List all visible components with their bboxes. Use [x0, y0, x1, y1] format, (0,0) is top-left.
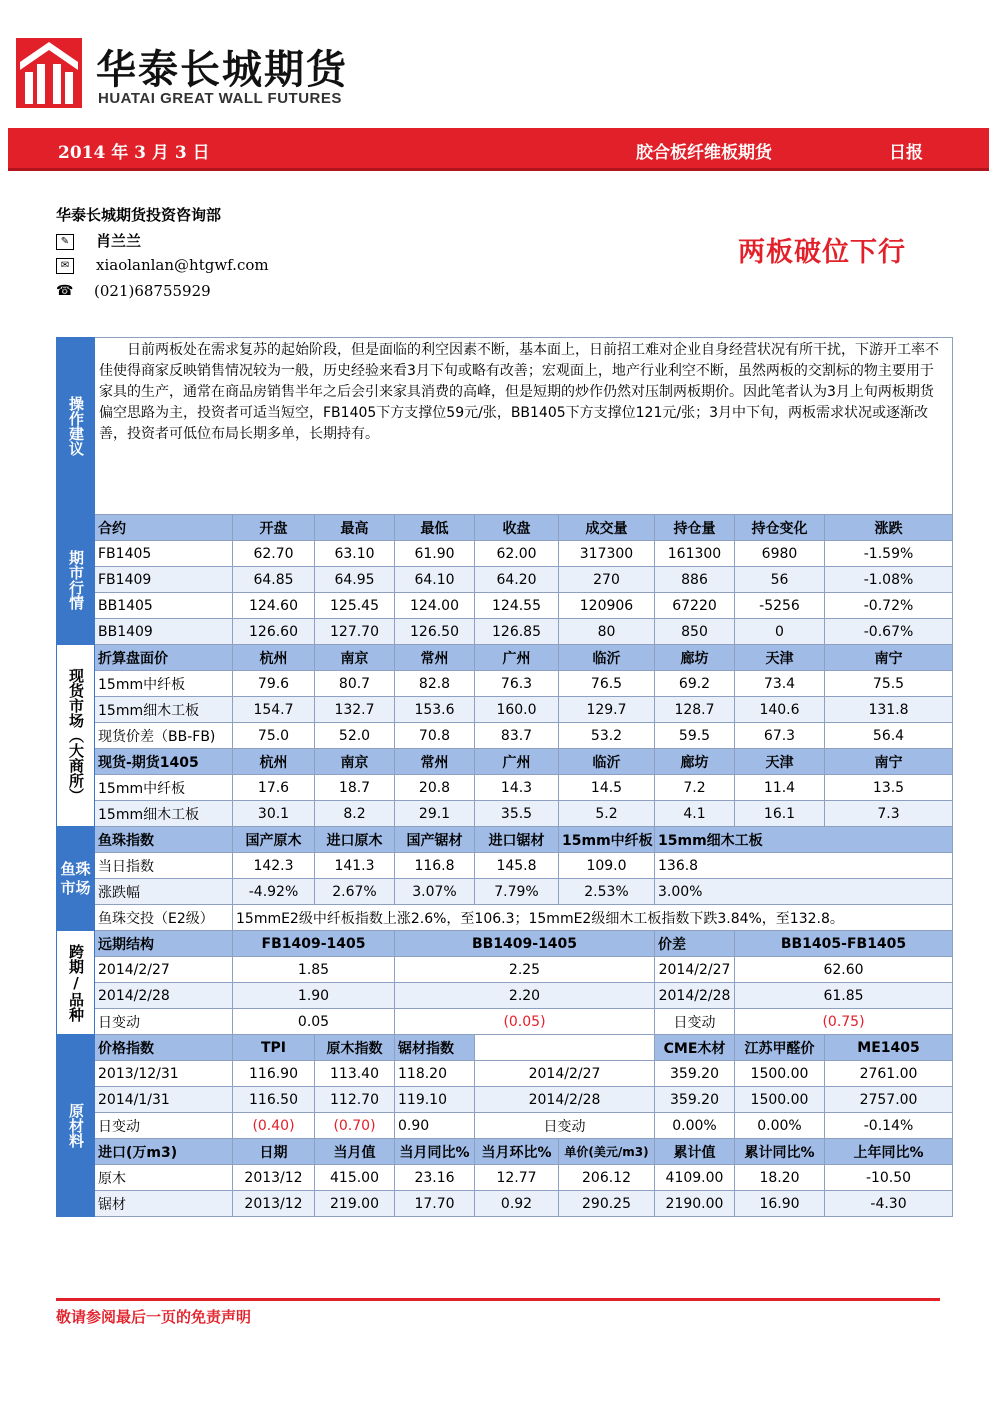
cell: 0.90 [395, 1113, 475, 1139]
cell: 2013/12 [233, 1165, 315, 1191]
disclaimer-text: 敬请参阅最后一页的免责声明 [56, 1308, 252, 1326]
report-product: 胶合板纤维板期货 [636, 143, 772, 163]
cell: 0 [735, 619, 825, 645]
phone-icon: ☎ [56, 283, 74, 299]
import-header: 当月同比% [395, 1139, 475, 1165]
cell: 67.3 [735, 723, 825, 749]
cell: 3.00% [655, 879, 953, 905]
cell: 4109.00 [655, 1165, 735, 1191]
cell: 850 [655, 619, 735, 645]
import-header: 日期 [233, 1139, 315, 1165]
cell: 219.00 [315, 1191, 395, 1217]
market-header: 收盘 [475, 515, 559, 541]
cell: 13.5 [825, 775, 953, 801]
import-header-row [57, 1139, 953, 1165]
cell: BB1405 [95, 593, 233, 619]
material-header-row [57, 1035, 953, 1061]
cell: 现货价差（BB-FB) [95, 723, 233, 749]
spot-header-row-2 [57, 749, 953, 775]
section-spot-label: 现货市场（大商所） [57, 645, 95, 827]
market-header: 持仓量 [655, 515, 735, 541]
cell: 14.5 [559, 775, 655, 801]
cell: 日变动 [475, 1113, 655, 1139]
table-row [57, 567, 953, 593]
yuzhu-header: 进口锯材 [475, 827, 559, 853]
cell: 140.6 [735, 697, 825, 723]
market-header: 成交量 [559, 515, 655, 541]
cell: 126.50 [395, 619, 475, 645]
yuzhu-header: 15mm中纤板 [559, 827, 655, 853]
report-type: 日报 [889, 143, 923, 163]
spot-header: 廊坊 [655, 645, 735, 671]
cell: 290.25 [559, 1191, 655, 1217]
cell: 124.00 [395, 593, 475, 619]
cell: 206.12 [559, 1165, 655, 1191]
spot-header: 广州 [475, 749, 559, 775]
cell: 62.00 [475, 541, 559, 567]
yuzhu-header: 15mm细木工板 [655, 827, 953, 853]
cell: -4.92% [233, 879, 315, 905]
cross-header: FB1409-1405 [233, 931, 395, 957]
spot-header: 广州 [475, 645, 559, 671]
cell: 80.7 [315, 671, 395, 697]
author-department: 华泰长城期货投资咨询部 [56, 206, 222, 224]
cell: 317300 [559, 541, 655, 567]
yuzhu-header: 国产锯材 [395, 827, 475, 853]
cell: 160.0 [475, 697, 559, 723]
material-header: 锯材指数 [395, 1035, 475, 1061]
table-row [57, 853, 953, 879]
cell: -10.50 [825, 1165, 953, 1191]
spot-header: 南京 [315, 749, 395, 775]
yuzhu-header: 国产原木 [233, 827, 315, 853]
yuzhu-delivery-text: 15mmE2级中纤板指数上涨2.6%，至106.3；15mmE2级细木工板指数下跌3.84%，至132.8。 [233, 905, 953, 931]
cell: BB1409 [95, 619, 233, 645]
cell: 82.8 [395, 671, 475, 697]
market-header: 合约 [95, 515, 233, 541]
cell: 12.77 [475, 1165, 559, 1191]
spot-header: 天津 [735, 749, 825, 775]
section-advice-label: 操作建议 [57, 338, 95, 515]
cell: 29.1 [395, 801, 475, 827]
cell: 59.5 [655, 723, 735, 749]
cell: 17.70 [395, 1191, 475, 1217]
cell: 112.70 [315, 1087, 395, 1113]
table-row [57, 1191, 953, 1217]
cell: 120906 [559, 593, 655, 619]
market-header: 开盘 [233, 515, 315, 541]
table-row [57, 697, 953, 723]
cell: 2190.00 [655, 1191, 735, 1217]
cell: 17.6 [233, 775, 315, 801]
cell: 锯材 [95, 1191, 233, 1217]
cell: 14.3 [475, 775, 559, 801]
cell: 3.07% [395, 879, 475, 905]
spot-header: 临沂 [559, 645, 655, 671]
spot-header: 临沂 [559, 749, 655, 775]
cell: 76.3 [475, 671, 559, 697]
cell: 18.7 [315, 775, 395, 801]
import-header: 累计同比% [735, 1139, 825, 1165]
advice-text: 日前两板处在需求复苏的起始阶段，但是面临的利空因素不断，基本面上，日前招工难对企业自身经营状况有所干扰，下游开工率不佳使得商家反映销售情况较为一般，历史经验来看3月下旬或略有改善；宏观面上，地产行业利空不断，虽然两板的交割标的物主要用于家具的生产，通常在商品房销售半年之后会引来家具消费的高峰，但是短期的炒作仍然对压制两板期价。因此笔者认为3月上旬两板期货偏空思路为主，投资者可适当短空，FB1405下方支撑位59元/张，BB1405下方支撑位121元/张；3月中下旬，两板需求状况或逐渐改善，投资者可低位布局长期多单，长期持有。 [95, 338, 953, 515]
cell: 2014/2/27 [95, 957, 233, 983]
cell: 2.67% [315, 879, 395, 905]
table-row [57, 1113, 953, 1139]
cell: 61.85 [735, 983, 953, 1009]
material-header [475, 1035, 655, 1061]
cell: 30.1 [233, 801, 315, 827]
cross-header: BB1409-1405 [395, 931, 655, 957]
spot-header: 杭州 [233, 645, 315, 671]
cell: 2013/12 [233, 1191, 315, 1217]
cell: 129.7 [559, 697, 655, 723]
cell: 2014/2/27 [475, 1061, 655, 1087]
author-phone-row [56, 282, 211, 300]
report-headline: 两板破位下行 [738, 237, 906, 268]
cell: 52.0 [315, 723, 395, 749]
cell: 136.8 [655, 853, 953, 879]
cell: -4.30 [825, 1191, 953, 1217]
cell: 75.0 [233, 723, 315, 749]
cell: 116.90 [233, 1061, 315, 1087]
cell: 6980 [735, 541, 825, 567]
cell: 116.8 [395, 853, 475, 879]
cell: 53.2 [559, 723, 655, 749]
table-row [57, 723, 953, 749]
spot-header: 现货-期货1405 [95, 749, 233, 775]
cell: 2014/2/28 [475, 1087, 655, 1113]
table-row [57, 671, 953, 697]
cell: 80 [559, 619, 655, 645]
report-header-bar [8, 128, 989, 171]
material-header: 原木指数 [315, 1035, 395, 1061]
cell: 1.90 [233, 983, 395, 1009]
cell: 8.2 [315, 801, 395, 827]
cell: 126.85 [475, 619, 559, 645]
cell: 64.20 [475, 567, 559, 593]
import-header: 当月值 [315, 1139, 395, 1165]
cell: 4.1 [655, 801, 735, 827]
table-row [57, 983, 953, 1009]
cell: 56.4 [825, 723, 953, 749]
spot-header: 折算盘面价 [95, 645, 233, 671]
cell: 153.6 [395, 697, 475, 723]
cell: 67220 [655, 593, 735, 619]
cell: 2014/2/28 [655, 983, 735, 1009]
cell: 2014/2/28 [95, 983, 233, 1009]
material-header: 江苏甲醛价 [735, 1035, 825, 1061]
cell: 当日指数 [95, 853, 233, 879]
table-row [57, 879, 953, 905]
cell: -1.08% [825, 567, 953, 593]
report-table [56, 337, 953, 1217]
cross-header: 价差 [655, 931, 735, 957]
cell: (0.70) [315, 1113, 395, 1139]
table-row [57, 593, 953, 619]
cell: 64.95 [315, 567, 395, 593]
cell: 75.5 [825, 671, 953, 697]
cell: 2.25 [395, 957, 655, 983]
cell: 2757.00 [825, 1087, 953, 1113]
cell: 0.05 [233, 1009, 395, 1035]
section-cross-label: 跨期/品种 [57, 931, 95, 1035]
cell: 56 [735, 567, 825, 593]
cell: 15mm中纤板 [95, 775, 233, 801]
cell: 15mm中纤板 [95, 671, 233, 697]
cell: 132.7 [315, 697, 395, 723]
cell: 109.0 [559, 853, 655, 879]
cell: 7.79% [475, 879, 559, 905]
cell: 145.8 [475, 853, 559, 879]
spot-header: 常州 [395, 749, 475, 775]
section-material-label: 原材料 [57, 1035, 95, 1217]
envelope-icon: ✉ [56, 258, 74, 274]
spot-header: 常州 [395, 645, 475, 671]
cell: 359.20 [655, 1061, 735, 1087]
cross-header-row [57, 931, 953, 957]
cell: FB1409 [95, 567, 233, 593]
market-header: 持仓变化 [735, 515, 825, 541]
cell: 2.20 [395, 983, 655, 1009]
cell: 76.5 [559, 671, 655, 697]
cell: 131.8 [825, 697, 953, 723]
table-row [57, 905, 953, 931]
cell: 涨跌幅 [95, 879, 233, 905]
cell: 2013/12/31 [95, 1061, 233, 1087]
cell: 141.3 [315, 853, 395, 879]
material-header: CME木材 [655, 1035, 735, 1061]
cell: (0.75) [735, 1009, 953, 1035]
yuzhu-header-row [57, 827, 953, 853]
cell: 124.55 [475, 593, 559, 619]
cell: 61.90 [395, 541, 475, 567]
spot-header: 南宁 [825, 749, 953, 775]
cell: 83.7 [475, 723, 559, 749]
spot-header: 廊坊 [655, 749, 735, 775]
table-row [57, 619, 953, 645]
cell: 5.2 [559, 801, 655, 827]
author-name: 肖兰兰 [96, 232, 142, 250]
author-phone: (021)68755929 [94, 282, 211, 300]
cell: 1500.00 [735, 1087, 825, 1113]
cell: 日变动 [95, 1113, 233, 1139]
cell: 0.00% [735, 1113, 825, 1139]
author-email: xiaolanlan@htgwf.com [96, 256, 269, 274]
cell: 64.85 [233, 567, 315, 593]
cell: 2.53% [559, 879, 655, 905]
cell: -0.72% [825, 593, 953, 619]
cell: 16.90 [735, 1191, 825, 1217]
cell: 15mm细木工板 [95, 801, 233, 827]
cell: 116.50 [233, 1087, 315, 1113]
cell: 79.6 [233, 671, 315, 697]
spot-header: 南宁 [825, 645, 953, 671]
cell: 原木 [95, 1165, 233, 1191]
table-row [57, 1061, 953, 1087]
yuzhu-header: 进口原木 [315, 827, 395, 853]
cell: 20.8 [395, 775, 475, 801]
cross-header: 远期结构 [95, 931, 233, 957]
cell: 119.10 [395, 1087, 475, 1113]
section-yuzhu-label: 鱼珠市场 [57, 827, 95, 931]
cell: 886 [655, 567, 735, 593]
author-email-row [56, 256, 269, 274]
cell: (0.05) [395, 1009, 655, 1035]
cell: -0.67% [825, 619, 953, 645]
company-logo-icon [16, 38, 82, 108]
cell: 125.45 [315, 593, 395, 619]
material-header: TPI [233, 1035, 315, 1061]
import-header: 累计值 [655, 1139, 735, 1165]
cell: 161300 [655, 541, 735, 567]
cell: 69.2 [655, 671, 735, 697]
table-row [57, 541, 953, 567]
table-row [57, 957, 953, 983]
cell: 359.20 [655, 1087, 735, 1113]
section-market-label: 期市行情 [57, 515, 95, 645]
cell: 18.20 [735, 1165, 825, 1191]
import-header: 上年同比% [825, 1139, 953, 1165]
cell: 16.1 [735, 801, 825, 827]
table-row [57, 1087, 953, 1113]
cell: 15mm细木工板 [95, 697, 233, 723]
yuzhu-header: 鱼珠指数 [95, 827, 233, 853]
cell: 73.4 [735, 671, 825, 697]
cell: 0.00% [655, 1113, 735, 1139]
cell: 2014/1/31 [95, 1087, 233, 1113]
spot-header: 杭州 [233, 749, 315, 775]
material-header: 价格指数 [95, 1035, 233, 1061]
material-header: ME1405 [825, 1035, 953, 1061]
advice-row [57, 338, 953, 515]
import-header: 单价(美元/m3) [559, 1139, 655, 1165]
cell: 415.00 [315, 1165, 395, 1191]
report-date: 2014 年 3 月 3 日 [58, 143, 210, 163]
cell: 124.60 [233, 593, 315, 619]
cell: 62.70 [233, 541, 315, 567]
company-name-cn: 华泰长城期货 [96, 47, 348, 93]
table-row [57, 801, 953, 827]
cell: 23.16 [395, 1165, 475, 1191]
cell: 62.60 [735, 957, 953, 983]
import-header: 进口(万m3) [95, 1139, 233, 1165]
cell: 1.85 [233, 957, 395, 983]
market-header: 最低 [395, 515, 475, 541]
cell: 11.4 [735, 775, 825, 801]
spot-header-row [57, 645, 953, 671]
market-header-row [57, 515, 953, 541]
pen-icon: ✎ [56, 234, 74, 250]
cell: 1500.00 [735, 1061, 825, 1087]
import-header: 当月环比% [475, 1139, 559, 1165]
cell: 118.20 [395, 1061, 475, 1087]
cell: 日变动 [655, 1009, 735, 1035]
cell: 0.92 [475, 1191, 559, 1217]
company-name-en: HUATAI GREAT WALL FUTURES [98, 90, 342, 107]
cell: -1.59% [825, 541, 953, 567]
market-header: 涨跌 [825, 515, 953, 541]
cell: 127.70 [315, 619, 395, 645]
market-header: 最高 [315, 515, 395, 541]
cell: 日变动 [95, 1009, 233, 1035]
spot-header: 南京 [315, 645, 395, 671]
footer-divider [56, 1298, 940, 1301]
cell: 113.40 [315, 1061, 395, 1087]
cell: 142.3 [233, 853, 315, 879]
cross-header: BB1405-FB1405 [735, 931, 953, 957]
cell: 7.3 [825, 801, 953, 827]
cell: 2014/2/27 [655, 957, 735, 983]
table-row [57, 775, 953, 801]
cell: 70.8 [395, 723, 475, 749]
author-name-row [56, 230, 141, 251]
cell: 63.10 [315, 541, 395, 567]
cell: 128.7 [655, 697, 735, 723]
spot-header: 天津 [735, 645, 825, 671]
cell: 126.60 [233, 619, 315, 645]
table-row [57, 1165, 953, 1191]
cell: 154.7 [233, 697, 315, 723]
cell: FB1405 [95, 541, 233, 567]
cell: (0.40) [233, 1113, 315, 1139]
yuzhu-delivery-label: 鱼珠交投（E2级） [95, 905, 233, 931]
cell: 7.2 [655, 775, 735, 801]
cell: 64.10 [395, 567, 475, 593]
cell: 35.5 [475, 801, 559, 827]
cell: -0.14% [825, 1113, 953, 1139]
cell: 270 [559, 567, 655, 593]
cell: 2761.00 [825, 1061, 953, 1087]
cell: -5256 [735, 593, 825, 619]
table-row [57, 1009, 953, 1035]
